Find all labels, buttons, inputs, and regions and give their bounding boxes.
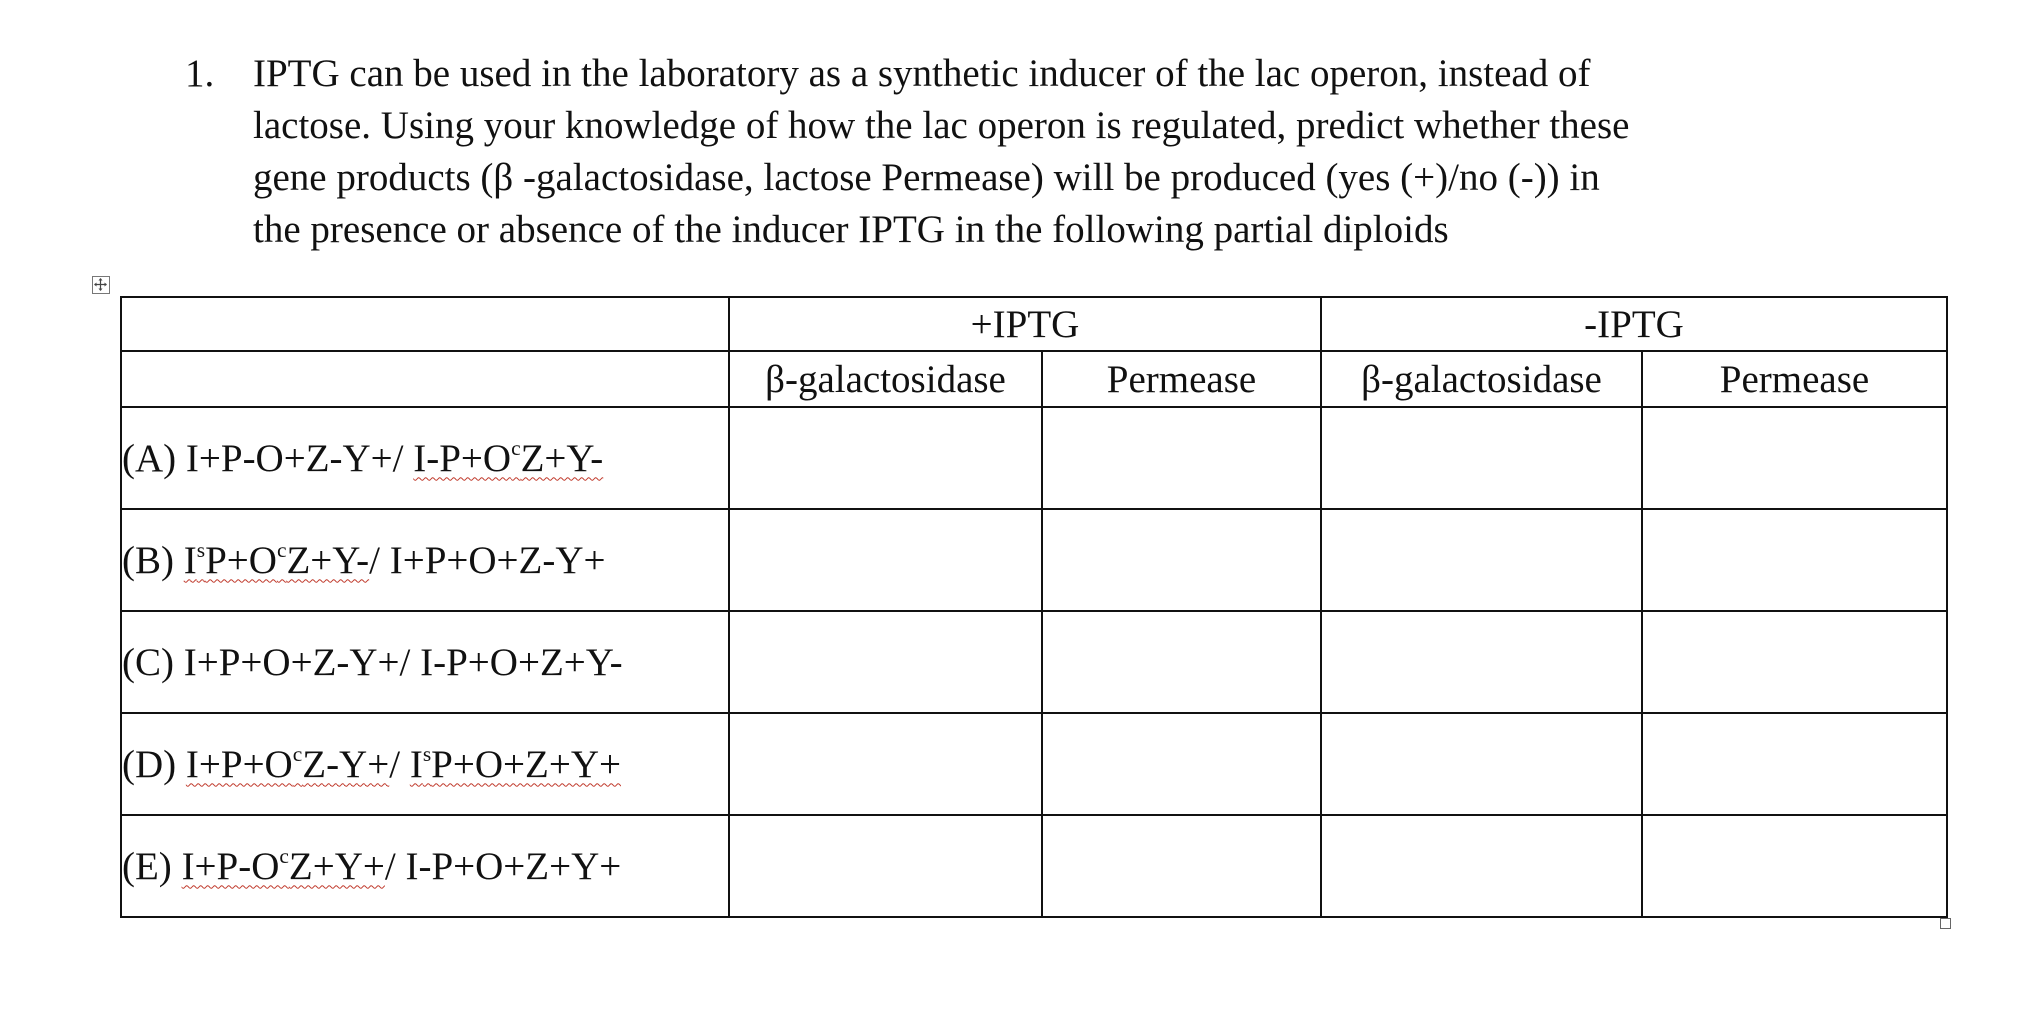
subheader-corner-cell[interactable]	[121, 351, 729, 407]
answer-cell[interactable]	[729, 509, 1042, 611]
answer-cell[interactable]	[1321, 407, 1642, 509]
table-row	[121, 407, 1947, 509]
answer-cell[interactable]	[1642, 815, 1947, 917]
answer-cell[interactable]	[1042, 713, 1321, 815]
table-move-handle-icon[interactable]	[92, 276, 110, 294]
table-row	[121, 611, 1947, 713]
answer-cell[interactable]	[1642, 509, 1947, 611]
answer-cell[interactable]	[1042, 407, 1321, 509]
question-line: the presence or absence of the inducer IPTG in the following partial diploids	[253, 208, 1449, 251]
genotype-cell-d: (D) $I+P+O^cZ-Y+/$ $I^sP+O+Z+Y+$	[121, 713, 729, 815]
subheader-row	[121, 351, 1947, 407]
genotype-cell-c: (C) I+P+O+Z-Y+/ I-P+O+Z+Y-	[121, 611, 729, 713]
genotype-cell-e: (E) $I+P-O^cZ+Y+/$ I-P+O+Z+Y+	[121, 815, 729, 917]
header-row	[121, 297, 1947, 351]
table-row	[121, 713, 1947, 815]
answer-cell[interactable]	[1042, 815, 1321, 917]
genotype-cell-a: (A) I+P-O+Z-Y+/ $I-P+O^cZ+Y-$	[121, 407, 729, 509]
answer-cell[interactable]	[729, 713, 1042, 815]
answer-cell[interactable]	[1642, 407, 1947, 509]
answer-cell[interactable]	[1642, 611, 1947, 713]
answer-cell[interactable]	[729, 407, 1042, 509]
subheader-permease-plus: Permease	[1042, 351, 1321, 407]
answer-cell[interactable]	[729, 611, 1042, 713]
subheader-permease-minus: Permease	[1642, 351, 1947, 407]
table-resize-handle-icon[interactable]	[1940, 918, 1951, 929]
answer-cell[interactable]	[1642, 713, 1947, 815]
corner-cell[interactable]	[121, 297, 729, 351]
answer-cell[interactable]	[1042, 509, 1321, 611]
answer-cell[interactable]	[1321, 815, 1642, 917]
diploid-table	[120, 296, 1948, 918]
answer-cell[interactable]	[1042, 611, 1321, 713]
subheader-galactosidase-plus: β-galactosidase	[729, 351, 1042, 407]
answer-cell[interactable]	[1321, 713, 1642, 815]
question-number: 1.	[185, 52, 215, 95]
genotype-cell-b: (B) $I^sP+O^cZ+Y-/$ I+P+O+Z-Y+	[121, 509, 729, 611]
question-line: gene products (β -galactosidase, lactose Permease) will be produced (yes (+)/no (-)) in	[253, 156, 1600, 199]
question-line: lactose. Using your knowledge of how the lac operon is regulated, predict whether these	[253, 104, 1630, 147]
plus-iptg-header: +IPTG	[729, 297, 1321, 351]
answer-cell[interactable]	[1321, 509, 1642, 611]
question-text	[253, 48, 1863, 256]
question-line: IPTG can be used in the laboratory as a synthetic inducer of the lac operon, instead of	[253, 52, 1591, 95]
answer-cell[interactable]	[729, 815, 1042, 917]
minus-iptg-header: -IPTG	[1321, 297, 1947, 351]
answer-cell[interactable]	[1321, 611, 1642, 713]
table-row	[121, 815, 1947, 917]
subheader-galactosidase-minus: β-galactosidase	[1321, 351, 1642, 407]
table-row	[121, 509, 1947, 611]
